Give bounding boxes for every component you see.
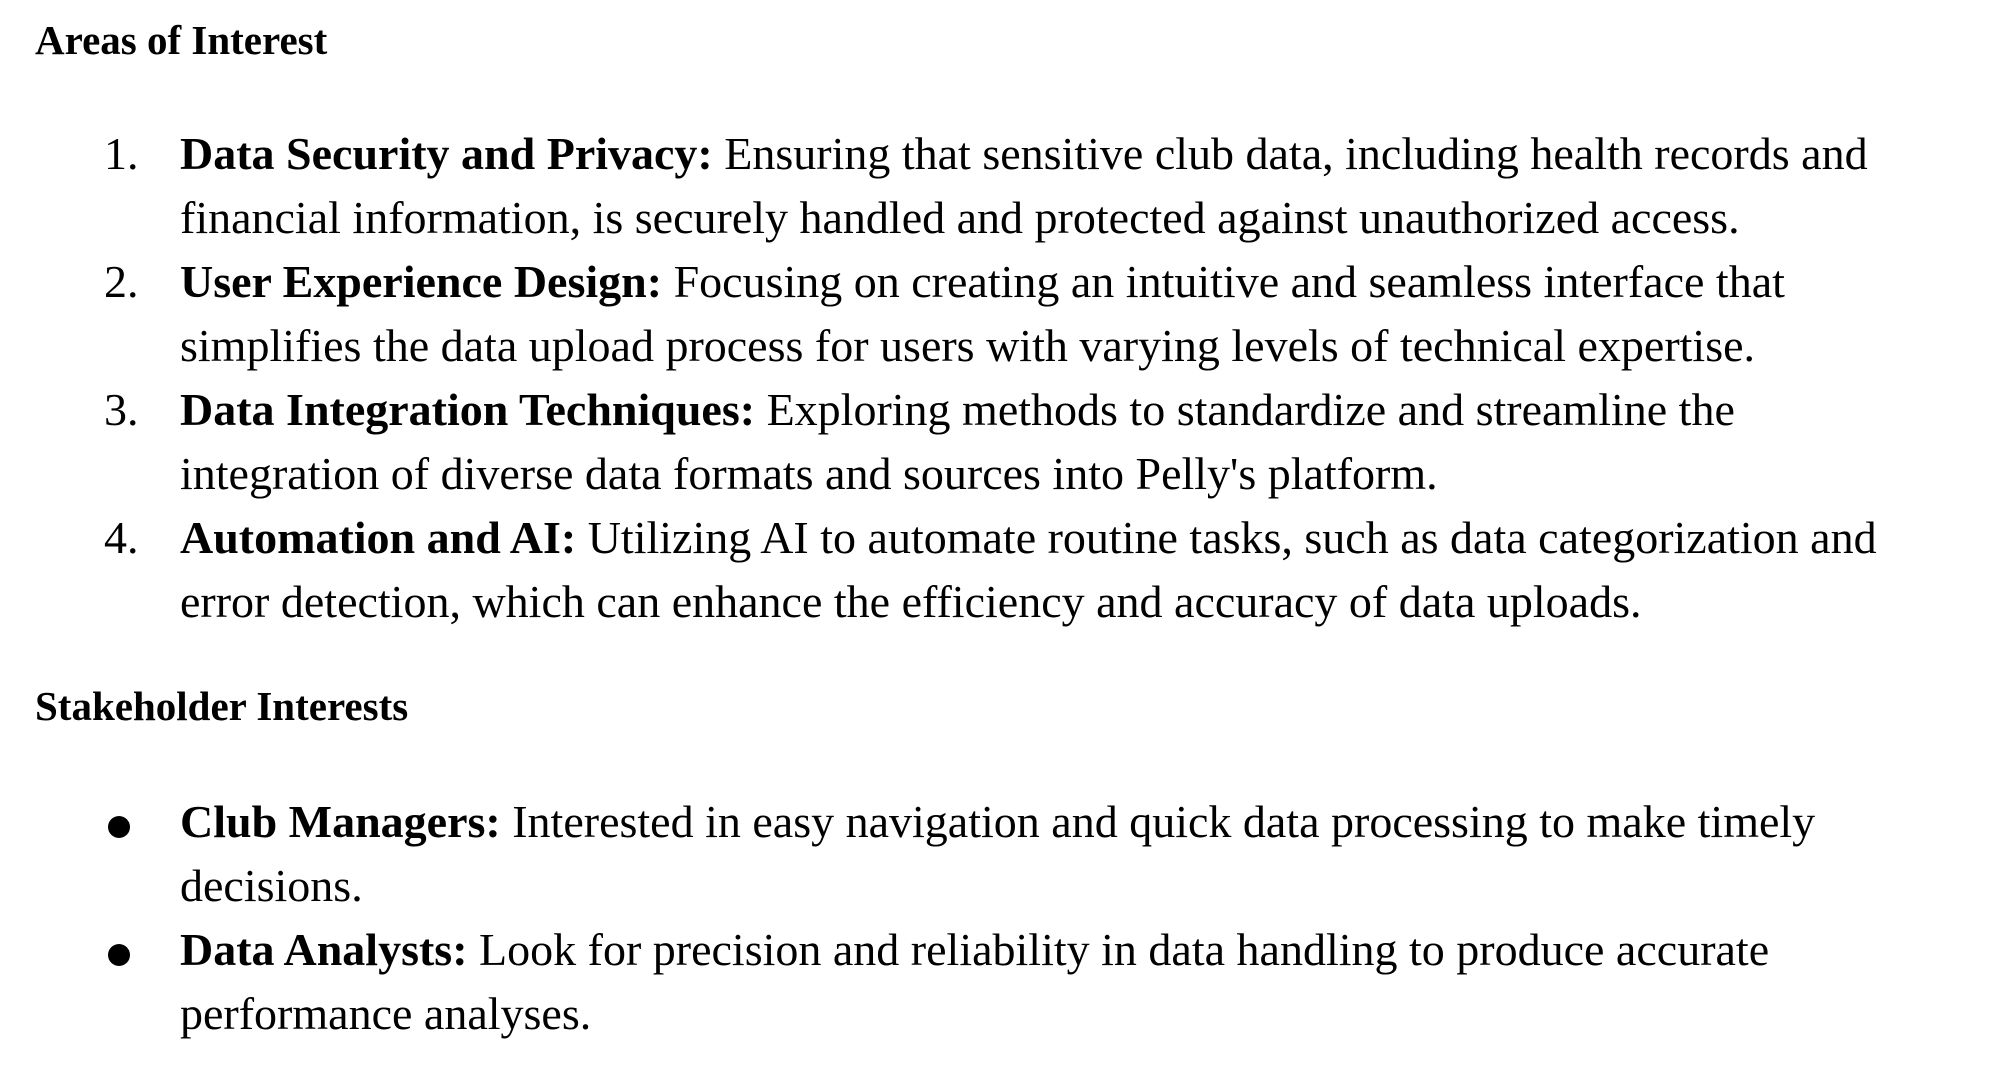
item-text: Ensuring that sensitive club data, including health records and financial information, is securely handled and protected against unauthorized access. [180,128,1868,243]
item-term: Data Security and Privacy: [180,128,713,179]
item-text: Utilizing AI to automate routine tasks, such as data categorization and error detection, which can enhance the efficiency and accuracy of data uploads. [180,512,1877,627]
list-item [0,506,1920,634]
list-item [0,918,1920,1046]
item-text: Interested in easy navigation and quick data processing to make timely decisions. [180,796,1816,911]
list-item [0,378,1920,506]
item-text: Look for precision and reliability in data handling to produce accurate performance analyses. [180,924,1770,1039]
stakeholder-interests-heading: Stakeholder Interests [35,683,409,729]
areas-of-interest-list [0,122,1996,634]
areas-of-interest-heading: Areas of Interest [35,17,328,63]
list-number: 3. [104,384,139,435]
bullet-icon [108,816,130,838]
list-number: 2. [104,256,139,307]
item-term: Automation and AI: [180,512,577,563]
list-number: 1. [104,128,139,179]
item-term: Data Integration Techniques: [180,384,756,435]
bullet-icon [108,944,130,966]
list-item [0,790,1920,918]
list-item [0,250,1920,378]
stakeholder-interests-list [0,790,1996,1046]
list-number: 4. [104,512,139,563]
item-term: Data Analysts: [180,924,468,975]
list-item [0,122,1920,250]
item-text: Exploring methods to standardize and streamline the integration of diverse data formats and sources into Pelly's platform. [180,384,1735,499]
item-term: Club Managers: [180,796,501,847]
item-text: Focusing on creating an intuitive and seamless interface that simplifies the data upload process for users with varying levels of technical expertise. [180,256,1785,371]
item-term: User Experience Design: [180,256,663,307]
